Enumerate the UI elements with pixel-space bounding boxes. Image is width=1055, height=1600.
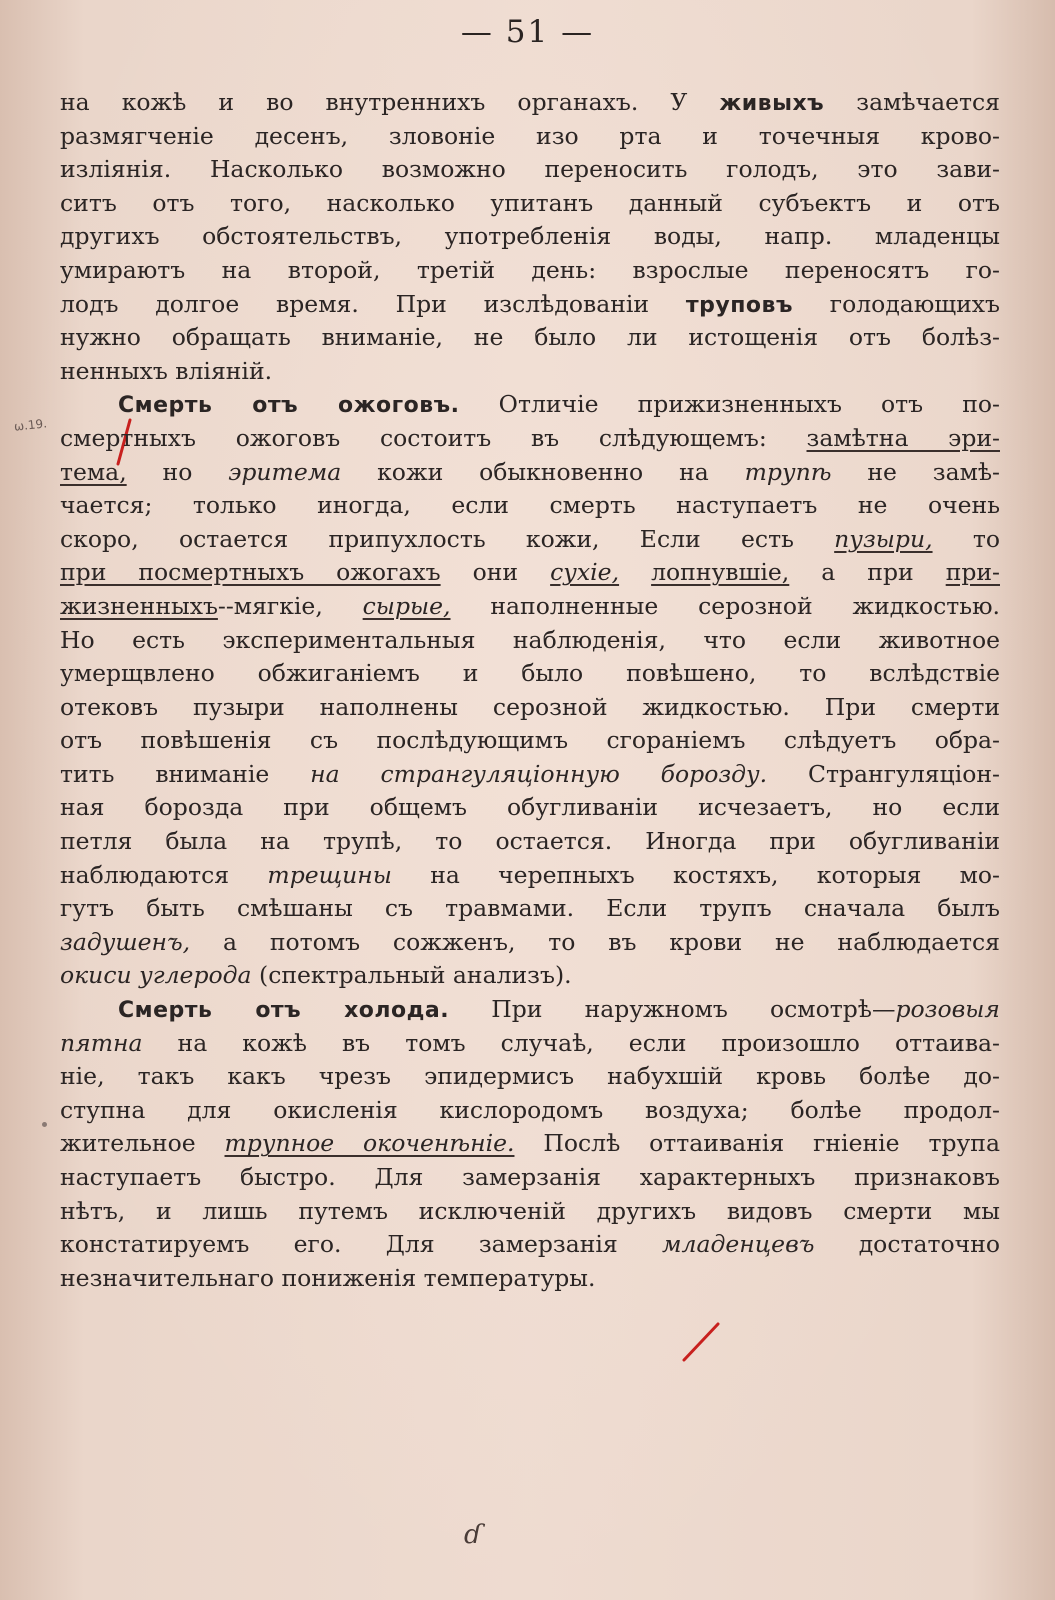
text-segment: скоро, остается припухлость кожи, Если есть — [60, 524, 835, 553]
text-segment: умираютъ на второй, третій день: взрослые переносятъ го- — [60, 255, 1000, 284]
text-line — [60, 1027, 1000, 1061]
emphasized-text: пятна — [60, 1028, 143, 1057]
bold-term: Смерть отъ холода. — [118, 998, 450, 1024]
text-line — [60, 355, 1000, 389]
red-pencil-mark-icon — [674, 1320, 724, 1364]
bold-term: Смерть отъ ожоговъ. — [118, 393, 460, 419]
text-line — [60, 1094, 1000, 1128]
text-line — [60, 993, 1000, 1027]
text-segment: достаточно — [814, 1230, 1000, 1259]
emphasized-text: эритема — [228, 457, 342, 486]
text-segment: При наружномъ осмотрѣ— — [449, 995, 896, 1024]
text-segment: но — [126, 457, 229, 486]
text-line — [60, 926, 1000, 960]
body-text — [60, 86, 1000, 1295]
text-segment: на кожѣ и во внутреннихъ органахъ. У — [60, 88, 720, 116]
text-segment: то — [932, 524, 1000, 553]
text-segment: смертныхъ ожоговъ состоитъ въ слѣдующемъ: — [60, 423, 807, 452]
text-segment: замѣчается — [824, 88, 1000, 116]
text-line — [60, 691, 1000, 725]
text-segment: нужно обращать вниманіе, не было ли истощенія отъ болѣз- — [60, 323, 1000, 352]
handwritten-margin-note: ω.19. — [13, 416, 48, 434]
text-segment: Но есть экспериментальныя наблюденія, что если животное — [60, 625, 1000, 654]
text-segment: кожи обыкновенно на — [341, 457, 745, 486]
text-line — [60, 456, 1000, 490]
text-segment: Отличіе прижизненныхъ отъ по- — [459, 390, 1000, 419]
text-segment: умерщвлено обжиганіемъ и было повѣшено, то вслѣдствіе — [60, 659, 1000, 688]
text-segment: наступаетъ быстро. Для замерзанія характерныхъ признаковъ — [60, 1163, 1000, 1191]
text-segment: гутъ быть смѣшаны съ травмами. Если трупъ сначала былъ — [60, 894, 1000, 923]
text-segment: чается; только иногда, если смерть наступаетъ не очень — [60, 491, 1000, 520]
text-line — [60, 758, 1000, 792]
emphasized-text: задушенъ, — [60, 927, 191, 956]
text-line — [60, 859, 1000, 893]
text-line — [60, 1127, 1000, 1161]
text-line — [60, 321, 1000, 355]
text-segment: отековъ пузыри наполнены серозной жидкостью. При смерти — [60, 692, 1000, 721]
emphasized-text: замѣтна эри- — [806, 423, 1000, 452]
text-segment: ситъ отъ того, насколько упитанъ данный субъектъ и отъ — [60, 188, 1000, 217]
text-segment: лодъ долгое время. При изслѣдованіи — [60, 289, 686, 318]
text-segment: а при — [789, 558, 946, 587]
text-segment: ненныхъ вліяній. — [60, 356, 273, 385]
emphasized-text: розовыя — [895, 995, 1000, 1024]
emphasized-text: сухіе, — [550, 558, 620, 587]
text-segment: отъ повѣшенія съ послѣдующимъ сгораніемъ слѣдуетъ обра- — [60, 726, 1000, 755]
text-line — [60, 1161, 1000, 1195]
bold-term: труповъ — [685, 292, 793, 318]
text-segment: не замѣ- — [831, 457, 1000, 486]
text-line — [60, 825, 1000, 859]
text-line — [60, 556, 1000, 590]
text-segment: другихъ обстоятельствъ, употребленія воды, напр. младенцы — [60, 222, 1000, 251]
text-line — [60, 220, 1000, 254]
emphasized-text: тема, — [60, 457, 127, 486]
text-line — [60, 388, 1000, 422]
bold-term: живыхъ — [719, 91, 825, 116]
text-line — [60, 523, 1000, 557]
emphasized-text: младенцевъ — [662, 1230, 815, 1259]
text-line — [60, 892, 1000, 926]
text-segment: (спектральный анализъ). — [251, 961, 572, 990]
text-line — [60, 959, 1000, 993]
emphasized-text: жизненныхъ — [60, 591, 218, 620]
text-line — [60, 1228, 1000, 1262]
emphasized-text: лопнувшіе, — [651, 558, 790, 587]
ink-spot — [42, 1122, 47, 1127]
text-line — [60, 153, 1000, 187]
text-segment: незначительнаго пониженія температуры. — [60, 1263, 596, 1292]
text-segment: нѣтъ, и лишь путемъ исключеній другихъ видовъ смерти мы — [60, 1196, 1000, 1225]
text-line — [60, 489, 1000, 523]
text-line — [60, 624, 1000, 658]
emphasized-text: окиси углерода — [60, 961, 252, 990]
text-segment: Послѣ оттаиванія гніеніе трупа — [514, 1129, 1000, 1158]
text-line — [60, 86, 1000, 120]
text-segment: жительное — [60, 1129, 225, 1158]
text-line — [60, 791, 1000, 825]
text-line — [60, 657, 1000, 691]
emphasized-text: при- — [945, 558, 1000, 587]
text-segment: ніе, такъ какъ чрезъ эпидермисъ набухшій кровь болѣе до- — [60, 1062, 1000, 1091]
text-segment: наполненные серозной жидкостью. — [450, 591, 1000, 620]
text-segment: а потомъ сожженъ, то въ крови не наблюдается — [190, 927, 1000, 956]
emphasized-text: трещины — [267, 860, 392, 889]
text-line — [60, 1195, 1000, 1229]
text-line — [60, 590, 1000, 624]
text-segment: изліянія. Насколько возможно переносить голодъ, это зави- — [60, 155, 1000, 184]
page-number: — 51 — — [460, 14, 595, 50]
emphasized-text: трупѣ — [744, 457, 832, 486]
text-line — [60, 254, 1000, 288]
text-line — [60, 288, 1000, 322]
text-segment — [619, 558, 651, 586]
text-line — [60, 187, 1000, 221]
emphasized-text: сырые, — [362, 591, 451, 620]
text-line — [60, 724, 1000, 758]
text-line — [60, 422, 1000, 456]
text-line — [60, 1262, 1000, 1296]
text-segment: Странгуляціон- — [767, 759, 1000, 788]
text-line — [60, 120, 1000, 154]
text-segment: ступна для окисленія кислородомъ воздуха; болѣе продол- — [60, 1095, 1000, 1124]
text-segment: --мягкіе, — [217, 591, 363, 620]
footer-ink-mark: ɗ — [464, 1520, 482, 1550]
text-segment: на черепныхъ костяхъ, которыя мо- — [391, 860, 1000, 889]
text-segment: констатируемъ его. Для замерзанія — [60, 1230, 663, 1259]
emphasized-text: трупное окоченѣніе. — [224, 1129, 515, 1158]
text-segment: ная борозда при общемъ обугливаніи исчезаетъ, но если — [60, 793, 1000, 822]
text-segment: тить вниманіе — [60, 759, 311, 788]
text-segment: наблюдаются — [60, 860, 268, 889]
text-segment: петля была на трупѣ, то остается. Иногда при обугливаніи — [60, 827, 1000, 856]
text-segment: голодающихъ — [792, 289, 1000, 318]
text-segment: на кожѣ въ томъ случаѣ, если произошло оттаива- — [142, 1028, 1000, 1057]
emphasized-text: при посмертныхъ ожогахъ — [60, 558, 441, 587]
emphasized-text: на странгуляціонную борозду. — [310, 759, 768, 788]
emphasized-text: пузыри, — [834, 524, 933, 553]
text-segment: размягченіе десенъ, зловоніе изо рта и точечныя крово- — [60, 121, 1000, 150]
text-segment: они — [440, 558, 551, 587]
text-line — [60, 1060, 1000, 1094]
